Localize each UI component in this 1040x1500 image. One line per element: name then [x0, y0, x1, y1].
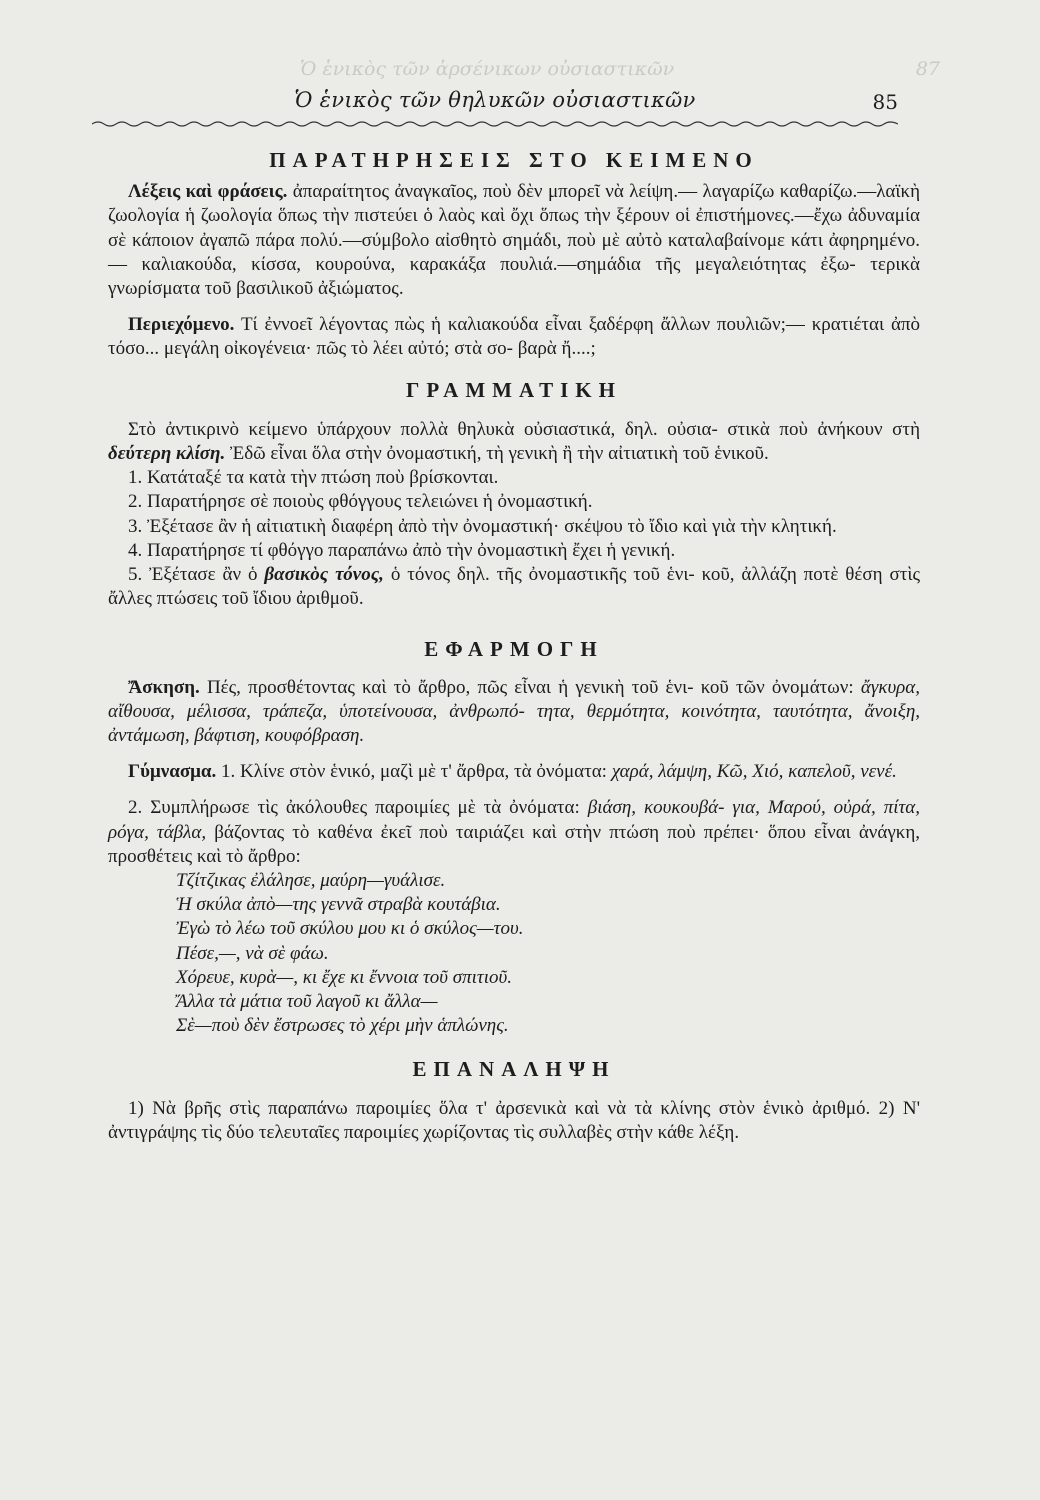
grammatiki-item-text: Ἐξέτασε ἂν ἡ αἰτιατικὴ διαφέρη ἀπὸ τὴν ὀνομαστική· σκέψου τὸ ἴδιο καὶ γιὰ τὴν κλητική. [147, 515, 837, 537]
gymnasma-lead: Γύμνασμα. [128, 761, 217, 783]
proverb: Πέσε,—, νὰ σὲ φάω. [176, 942, 329, 964]
periexomeno-line-1: Τί ἐννοεῖ λέγοντας πὼς ἡ καλιακούδα εἶναι ξαδέρφη ἄλλων [240, 314, 711, 336]
proverb: Ἡ σκύλα ἀπὸ—της γεννᾶ στραβὰ κουτάβια. [176, 894, 501, 916]
askisi-text: Πές, προσθέτοντας καὶ τὸ ἄρθρο, πῶς εἶναι ἡ γενικὴ τοῦ ἑνι- κοῦ τῶν ὀνομάτων: [206, 676, 854, 698]
gymnasma-2-words: βιάση, κουκουβά- για, Μαρού, οὐρά, πίτα, ρόγα, τάβλα, [108, 797, 921, 843]
section-title-efarmogi: ΕΦΑΡΜΟΓΗ [424, 637, 604, 662]
page-header [92, 88, 898, 118]
proverb: Σὲ—ποὺ δὲν ἔστρωσες τὸ χέρι μὴν ἁπλώνης. [176, 1015, 509, 1037]
askisi-paragraph [108, 676, 920, 749]
grammatiki-item5-before: Ἐξέτασε ἂν ὁ [149, 564, 265, 586]
grammatiki-item-number: 1. [128, 467, 143, 489]
lexeis-line-4: πολύ.—σύμβολο αἰσθητὸ σημάδι, ποὺ μὲ αὐτὸ καταλαβαίνομε κάτι ἀφηρημένο.— [108, 229, 921, 275]
lexeis-line-2: λαγαρίζω καθαρίζω.—λαϊκὴ ζωολογία ἡ ζωολογία ὅπως τὴν πιστεύει ὁ λαὸς καὶ [108, 181, 921, 227]
section-title-paratiriseis: ΠΑΡΑΤΗΡΗΣΕΙΣ ΣΤΟ ΚΕΙΜΕΝΟ [269, 148, 759, 172]
grammatiki-item-text: Παρατήρησε σὲ ποιοὺς φθόγγους τελειώνει ἡ ὀνομαστική. [147, 491, 593, 513]
grammatiki-item-number: 2. [128, 491, 143, 513]
proverb: Ἄλλα τὰ μάτια τοῦ λαγοῦ κι ἄλλα— [176, 991, 438, 1013]
bleed-through-header [300, 58, 940, 80]
lexeis-line-3: ὄχι ὅπως τὴν ξέρουν οἱ ἐπιστήμονες.—ἔχω ἀδυναμία σὲ κάποιον ἀγαπῶ πάρα [108, 205, 921, 251]
grammatiki-item [108, 539, 920, 563]
grammatiki-item [108, 466, 920, 490]
periexomeno-line-2: πουλιῶν;— κρατιέται ἀπὸ τόσο... μεγάλη οἰκογένεια· πῶς τὸ λέει αὐτό; στὰ σο- [108, 314, 921, 360]
bleed-through-title: Ὁ ἑνικὸς τῶν ἀρσένικων οὐσιαστικῶν [300, 58, 675, 80]
periexomeno-lead: Περιεχόμενο. [128, 314, 235, 336]
proverb: Χόρευε, κυρὰ—, κι ἔχε κι ἔννοια τοῦ σπιτιοῦ. [176, 966, 512, 988]
grammatiki-intro-before: Στὸ ἀντικρινὸ κείμενο ὑπάρχουν πολλὰ θηλυκὰ οὐσιαστικά, δηλ. οὐσια- στικὰ ποὺ ἀνήκουν στὴ [128, 418, 920, 440]
bleed-through-page-number: 87 [915, 58, 940, 80]
grammatiki-intro-emphasis: δεύτερη κλίση. [108, 443, 226, 465]
grammatiki-intro [108, 418, 920, 466]
gymnasma-1-text: 1. Κλίνε στὸν ἑνικό, μαζὶ μὲ τ' ἄρθρα, τὰ ὀνόματα: [221, 761, 607, 783]
section-title-epanalipsi: ΕΠΑΝΑΛΗΨΗ [412, 1056, 616, 1081]
page-content [108, 148, 920, 1145]
section-title-grammatiki: ΓΡΑΜΜΑΤΙΚΗ [406, 377, 622, 402]
grammatiki-item-number: 4. [128, 539, 143, 561]
epanalipsi-paragraph: 1) Νὰ βρῆς στὶς παραπάνω παροιμίες ὅλα τ' ἀρσενικὰ καὶ νὰ τὰ κλίνης στὸν ἑνικὸ ἀριθμό. 2) Ν' ἀντιγράψης τὶς δύο τελευταῖες παροιμίες χωρίζοντας τὶς συλλαβὲς στὴν κάθε λέξη. [108, 1097, 920, 1143]
grammatiki-item5-emphasis: βασικὸς τόνος, [264, 564, 384, 586]
grammatiki-intro-after: Ἐδῶ εἶναι ὅλα στὴν ὀνομαστική, τὴ γενικὴ ἢ τὴν αἰτιατικὴ τοῦ ἑνικοῦ. [225, 443, 769, 465]
grammatiki-item-number: 3. [128, 515, 143, 537]
proverb: Τζίτζικας ἐλάλησε, μαύρη—γυάλισε. [176, 870, 446, 892]
grammatiki-item [108, 563, 920, 611]
lexeis-line-5: καλιακούδα, κίσσα, κουρούνα, καρακάξα πουλιά.—σημάδια τῆς μεγαλειότητας ἐξω- [141, 253, 856, 275]
grammatiki-item5-after: ὁ τόνος δηλ. τῆς ὀνομαστικῆς τοῦ ἑνι- κοῦ, ἀλλάζη ποτὲ θέση στὶς ἄλλες πτώσεις τοῦ ἴδιου ἀριθμοῦ. [108, 564, 920, 610]
lexeis-line-6: τερικὰ γνωρίσματα τοῦ βασιλικοῦ ἀξιώματος. [108, 253, 921, 300]
gymnasma-1-words: χαρά, λάμψη, Κῶ, Χιό, καπελοῦ, νενέ. [611, 761, 897, 783]
askisi-words: ἄγκυρα, αἴθουσα, μέλισσα, τράπεζα, ὑποτείνουσα, ἀνθρωπό- τητα, θερμότητα, κοινότητα, ταυτότητα, ἄνοιξη, ἀντάμωση, βάφτιση, κουφόβραση. [108, 676, 921, 747]
periexomeno-line-3: βαρὰ ἤ....; [517, 338, 596, 360]
askisi-lead: Ἄσκηση. [128, 676, 200, 698]
lexeis-lead: Λέξεις καὶ φράσεις. [128, 181, 288, 203]
page-number: 85 [872, 90, 898, 114]
gymnasma-2-after: βάζοντας τὸ καθένα ἐκεῖ ποὺ ταιριάζει καὶ στὴν πτώση ποὺ πρέπει· ὅπου εἶναι ἀνάγκη, προσθέτεις καὶ τὸ ἄρθρο: [108, 821, 921, 867]
proverbs-list [108, 869, 920, 1038]
grammatiki-item-number: 5. [128, 564, 143, 586]
lexeis-paragraph [108, 180, 920, 301]
header-wavy-rule [92, 120, 898, 128]
lexeis-line-1: ἀπαραίτητος ἀναγκαῖος, ποὺ δὲν μπορεῖ νὰ λείψη.— [292, 181, 698, 203]
periexomeno-paragraph [108, 313, 920, 361]
grammatiki-item-text: Παρατήρησε τί φθόγγο παραπάνω ἀπὸ τὴν ὀνομαστικὴ ἔχει ἡ γενική. [147, 539, 676, 561]
gymnasma-2-text: 2. Συμπλήρωσε τὶς ἀκόλουθες παροιμίες μὲ τὰ ὀνόματα: [128, 797, 580, 819]
proverb: Ἐγὼ τὸ λέω τοῦ σκύλου μου κι ὁ σκύλος—του. [176, 918, 524, 940]
grammatiki-item-text: Κατάταξέ τα κατὰ τὴν πτώση ποὺ βρίσκονται. [147, 467, 499, 489]
gymnasma-paragraph-2 [108, 796, 920, 869]
grammatiki-item [108, 490, 920, 514]
running-title: Ὁ ἑνικὸς τῶν θηλυκῶν οὐσιαστικῶν [294, 88, 696, 112]
gymnasma-paragraph-1 [108, 760, 920, 784]
grammatiki-item [108, 515, 920, 539]
